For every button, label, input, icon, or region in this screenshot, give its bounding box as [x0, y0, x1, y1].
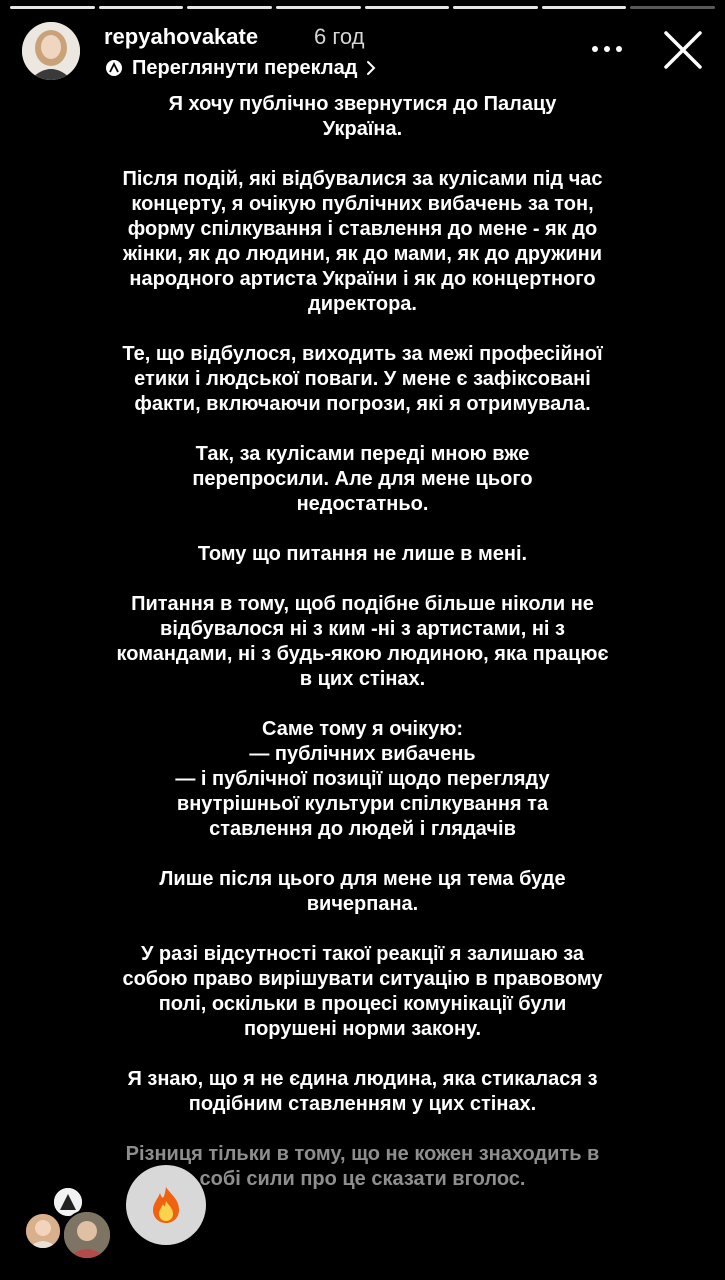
story-timestamp: 6 год: [314, 24, 365, 49]
chevron-right-icon: [365, 59, 377, 77]
progress-segment: [276, 6, 361, 9]
progress-segment: [453, 6, 538, 9]
story-paragraph: Питання в тому, щоб подібне більше ніколи не відбувалося ні з ким -ні з артистами, ні з командами, ні з будь-якою людиною, яка працює в цих стінах.: [116, 593, 609, 690]
story-paragraph: Я знаю, що я не єдина людина, яка стикалася з подібним ставленням у цих стінах.: [127, 1068, 598, 1115]
progress-segment-current: [630, 6, 715, 9]
story-options-button[interactable]: [589, 34, 625, 64]
view-translation-link[interactable]: [104, 55, 377, 81]
quick-reaction-button[interactable]: [126, 1165, 206, 1245]
story-paragraph: Лише після цього для мене ця тема буде вичерпана.: [159, 868, 566, 915]
story-paragraph-list: [0, 717, 725, 842]
list-item: — публічних вибачень: [249, 743, 476, 765]
author-avatar[interactable]: [22, 22, 80, 80]
list-heading: Саме тому я очікую:: [262, 718, 463, 740]
progress-segment: [365, 6, 450, 9]
story-header: [22, 22, 705, 82]
close-story-button[interactable]: [661, 28, 705, 72]
story-paragraph: Те, що відбулося, виходить за межі професійної етики і людської поваги. У мене є зафіксовані факти, включаючи погрози, які я отримувала.: [122, 343, 603, 415]
avatar-image: [22, 22, 80, 80]
more-dots-icon: [591, 45, 623, 53]
viewer-avatar: [62, 1210, 112, 1260]
view-translation-label: Переглянути переклад: [132, 56, 358, 79]
translate-icon: [104, 58, 124, 78]
author-username[interactable]: repyahovakate: [104, 24, 259, 49]
story-paragraph: Я хочу публічно звернутися до Палацу Україна.: [168, 93, 557, 140]
fire-icon: [149, 1185, 183, 1225]
story-paragraph: Тому що питання не лише в мені.: [197, 543, 528, 565]
viewer-avatar: [24, 1212, 62, 1250]
progress-segment: [99, 6, 184, 9]
story-text-content: [0, 92, 725, 1192]
story-paragraph: У разі відсутності такої реакції я залишаю за собою право вирішувати ситуацію в правовому полі, оскільки в процесі комунікації були порушені норми закону.: [122, 943, 603, 1040]
close-icon: [661, 28, 705, 72]
progress-segment: [10, 6, 95, 9]
list-item: — і публічної позиції щодо перегляду внутрішньої культури спілкування та ставлення до людей і глядачів: [175, 768, 550, 840]
progress-segment: [542, 6, 627, 9]
story-viewers[interactable]: [20, 1184, 120, 1264]
story-paragraph-faded: Різниця тільки в тому, що не кожен знаходить в собі сили про це сказати вголос.: [125, 1143, 600, 1190]
story-progress-bar: [10, 6, 715, 9]
progress-segment: [187, 6, 272, 9]
story-paragraph: Так, за кулісами переді мною вже перепросили. Але для мене цього недостатньо.: [192, 443, 533, 515]
story-paragraph: Після подій, які відбувалися за кулісами під час концерту, я очікую публічних вибачень за тон, форму спілкування і ставлення до мене - як до жінки, як до людини, як до мами, як до дружини народного артиста України і як до концертного директора.: [122, 168, 603, 315]
